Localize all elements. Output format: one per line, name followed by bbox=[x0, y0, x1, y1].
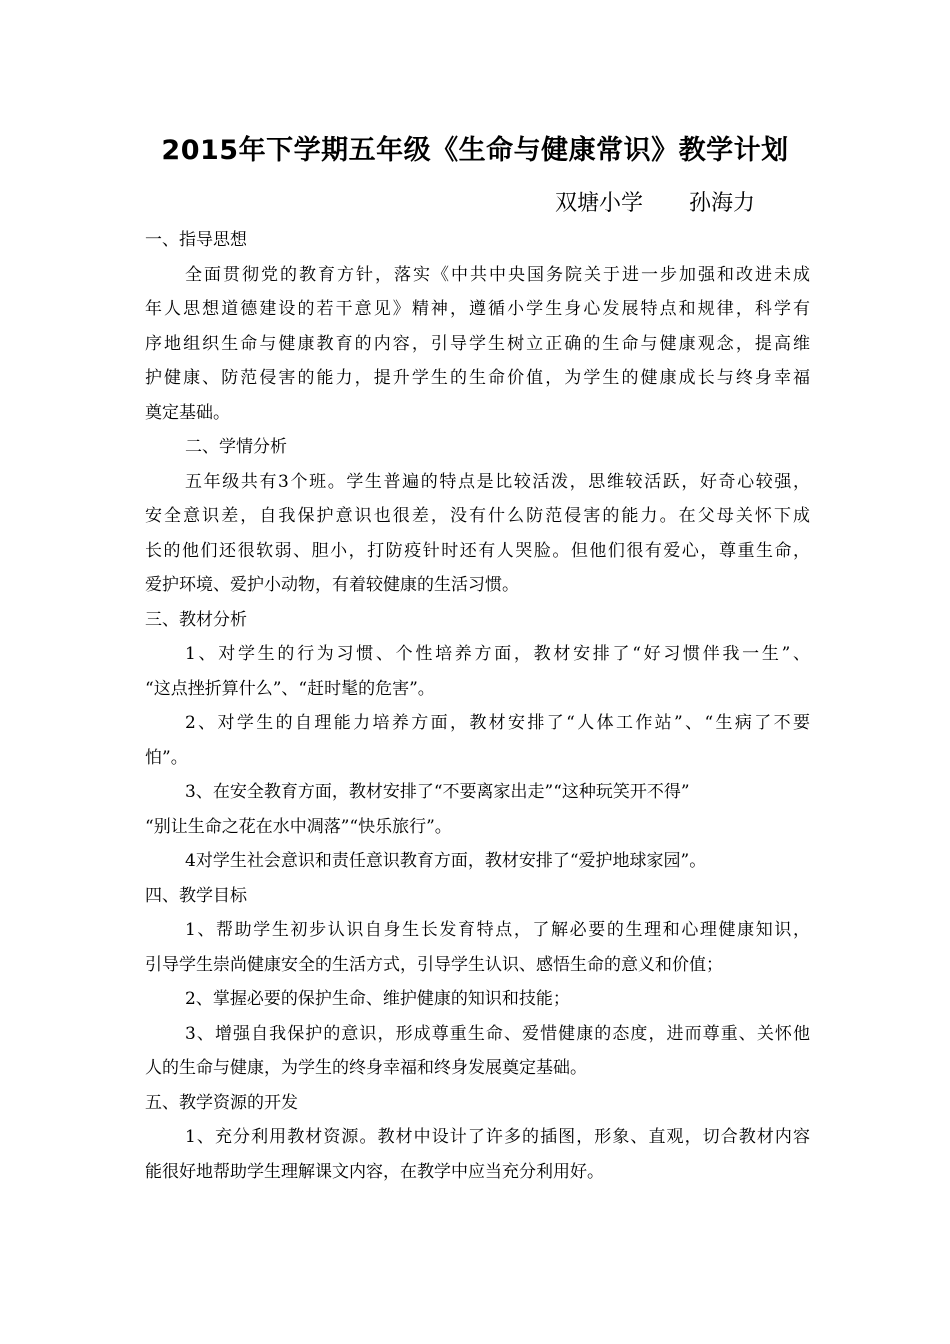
text-line: 3、在安全教育方面，教材安排了“不要离家出走”“这种玩笑开不得” bbox=[185, 782, 690, 802]
text-line: 1、帮助学生初步认识自身生长发育特点，了解必要的生理和心理健康知识， bbox=[185, 920, 810, 940]
text-line: 3、增强自我保护的意识，形成尊重生命、爱惜健康的态度，进而尊重、关怀他 bbox=[185, 1023, 810, 1044]
text-line: 引导学生崇尚健康安全的生活方式，引导学生认识、感悟生命的意义和价值； bbox=[145, 954, 723, 975]
text-line: 全面贯彻党的教育方针，落实《中共中央国务院关于进一步加强和改进未成 bbox=[185, 264, 810, 285]
text-line: 四、教学目标 bbox=[145, 885, 247, 906]
text-line: 长的他们还很软弱、胆小，打防疫针时还有人哭脸。但他们很有爱心，尊重生命， bbox=[145, 540, 810, 561]
text-line: 一、指导思想 bbox=[145, 230, 247, 250]
text-line: 1、充分利用教材资源。教材中设计了许多的插图，形象、直观，切合教材内容 bbox=[185, 1127, 810, 1147]
text-line: 奠定基础。 bbox=[145, 402, 230, 423]
text-line: 2、对学生的自理能力培养方面，教材安排了“人体工作站”、“生病了不要 bbox=[185, 713, 810, 733]
text-line: “这点挫折算什么”、“赶时髦的危害”。 bbox=[145, 678, 435, 699]
author-name: 孙海力 bbox=[689, 191, 756, 216]
text-line: 五年级共有3个班。学生普遍的特点是比较活泼，思维较活跃，好奇心较强， bbox=[185, 471, 810, 492]
text-line: 2、掌握必要的保护生命、维护健康的知识和技能； bbox=[185, 989, 570, 1009]
author-line bbox=[555, 186, 755, 217]
text-line: 人的生命与健康，为学生的终身幸福和终身发展奠定基础。 bbox=[145, 1058, 587, 1078]
text-line: 安全意识差，自我保护意识也很差，没有什么防范侵害的能力。在父母关怀下成 bbox=[145, 506, 810, 526]
document-title: 2015年下学期五年级《生命与健康常识》教学计划 bbox=[161, 135, 789, 166]
text-line: 序地组织生命与健康教育的内容，引导学生树立正确的生命与健康观念，提高维 bbox=[145, 333, 810, 354]
text-line: 护健康、防范侵害的能力，提升学生的生命价值，为学生的健康成长与终身幸福 bbox=[145, 368, 810, 388]
text-line: 1、对学生的行为习惯、个性培养方面，教材安排了“好习惯伴我一生”、 bbox=[185, 644, 810, 664]
text-line: 三、教材分析 bbox=[145, 609, 247, 630]
text-line: 4对学生社会意识和责任意识教育方面，教材安排了“爱护地球家园”。 bbox=[185, 851, 707, 871]
document-body bbox=[145, 223, 810, 1189]
text-line: “别让生命之花在水中凋落”“快乐旅行”。 bbox=[145, 816, 452, 837]
text-line: 能很好地帮助学生理解课文内容，在教学中应当充分利用好。 bbox=[145, 1161, 604, 1182]
text-line: 二、学情分析 bbox=[185, 437, 287, 457]
text-line: 五、教学资源的开发 bbox=[145, 1092, 298, 1113]
text-line: 怕”。 bbox=[145, 747, 188, 768]
text-line: 年人思想道德建设的若干意见》精神，遵循小学生身心发展特点和规律，科学有 bbox=[145, 299, 810, 319]
school-name: 双塘小学 bbox=[555, 191, 644, 216]
text-line: 爱护环境、爱护小动物，有着较健康的生活习惯。 bbox=[145, 575, 519, 595]
